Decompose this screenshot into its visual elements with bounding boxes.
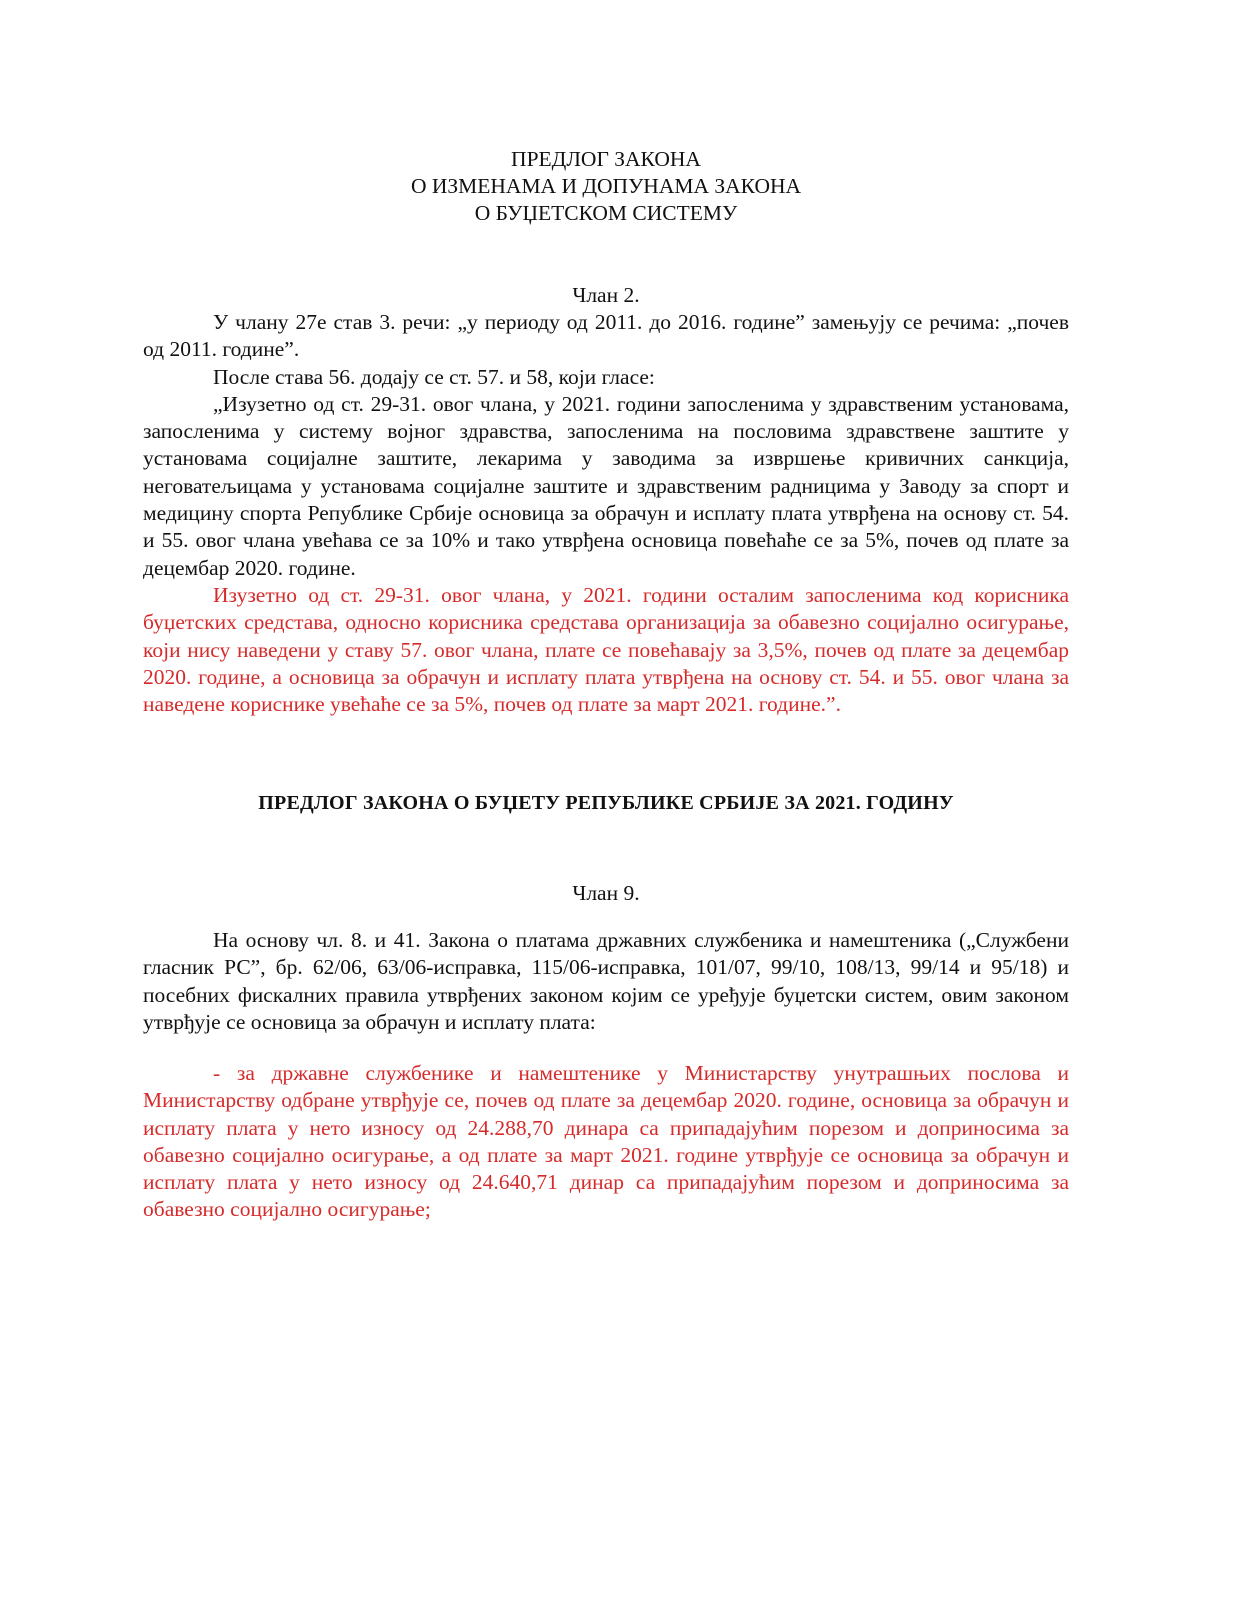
budget-law-heading: ПРЕДЛОГ ЗАКОНА О БУЏЕТУ РЕПУБЛИКЕ СРБИЈЕ ЗА 2021. ГОДИНУ <box>258 792 954 814</box>
article-9-paragraph-1: На основу чл. 8. и 41. Закона о платама државних службеника и намештеника („Службени гласник РС”, бр. 62/06, 63/06-исправка, 115/06-исправка, 101/07, 99/10, 108/13, 99/14 и 95/18) и посебних фискалних правила утврђених законом којим се уређује буџетски систем, овим законом утврђује се основица за обрачун и исплату плата: <box>143 928 1069 1034</box>
article-9-highlighted-block <box>143 1060 1069 1224</box>
document-title <box>143 146 1069 227</box>
article-2-paragraph-3: „Изузетно од ст. 29-31. овог члана, у 2021. години запосленима у здравственим установама, запосленима у систему војног здравства, запосленима на пословима здравствене заштите у установама социјалне заштите, лекарима у заводима за извршење кривичних санкција, неговатељицама у установама социјалне заштите и здравственим радницима у Заводу за спорт и медицину спорта Републике Србије основица за обрачун и исплату плата утврђена на основу ст. 54. и 55. овог члана увећава се за 10% и тако утврђена основица повећаће се за 5%, почев од плате за децембар 2020. године. <box>143 391 1069 580</box>
title-line-1: ПРЕДЛОГ ЗАКОНА <box>511 147 701 171</box>
article-2-body <box>143 309 1069 718</box>
article-9-body <box>143 927 1069 1036</box>
title-line-3: О БУЏЕТСКОМ СИСТЕМУ <box>474 201 738 225</box>
article-2-heading: Члан 2. <box>572 283 640 307</box>
article-9-paragraph-2-highlighted: - за државне службенике и намештенике у Министарству унутрашњих послова и Министарству одбране утврђује се, почев од плате за децембар 2020. године, основица за обрачун и исплату плата у нето износу од 24.288,70 динара са припадајућим порезом и доприносима за обавезно социјално осигурање, а од плате за март 2021. године утврђује се основица за обрачун и исплату плата у нето износу од 24.640,71 динар са припадајућим порезом и доприносима за обавезно социјално осигурање; <box>143 1061 1069 1222</box>
article-2-paragraph-4-highlighted: Изузетно од ст. 29-31. овог члана, у 2021. години осталим запосленима код корисника буџетских средстава, односно корисника средстава организација за обавезно социјално осигурање, који нису наведени у ставу 57. овог члана, плате се повећавају за 3,5%, почев од плате за децембар 2020. године, а основица за обрачун и исплату плата утврђена на основу ст. 54. и 55. овог члана за наведене кориснике увећаће се за 5%, почев од плате за март 2021. године.”. <box>143 582 1069 717</box>
title-line-2: О ИЗМЕНАМА И ДОПУНАМА ЗАКОНА <box>410 174 802 198</box>
article-2-paragraph-2: После става 56. додају се ст. 57. и 58, који гласе: <box>213 364 655 389</box>
article-9-heading: Члан 9. <box>572 881 640 905</box>
article-2-paragraph-1: У члану 27е став 3. речи: „у периоду од 2011. до 2016. године” замењују се речима: „почев од 2011. године”. <box>143 310 1069 362</box>
